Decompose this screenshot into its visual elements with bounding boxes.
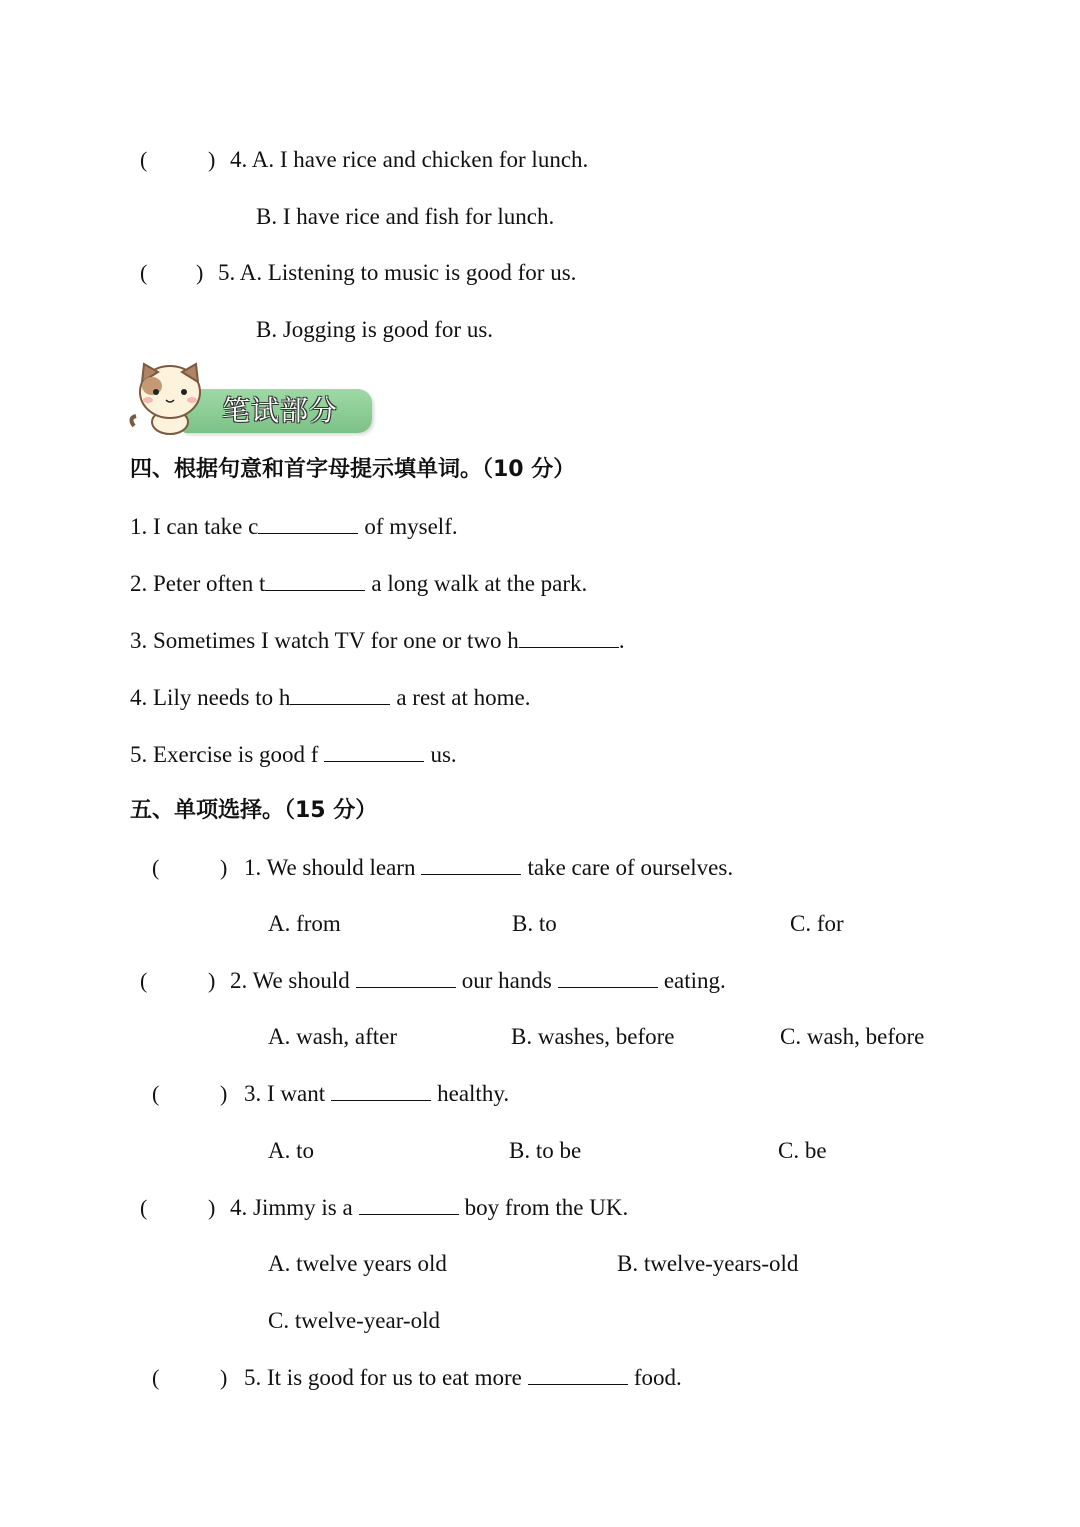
question-text: eating. (663, 968, 726, 993)
choice-q4-option-a[interactable]: A. twelve years old (268, 1251, 447, 1276)
answer-paren-open: ( (152, 855, 160, 880)
answer-blank[interactable] (359, 1194, 459, 1215)
fill-item-text: a rest at home. (396, 685, 531, 710)
choice-q3 (244, 1079, 509, 1109)
question-text: food. (633, 1365, 682, 1390)
answer-blank[interactable] (421, 854, 521, 875)
choice-q4-option-b[interactable]: B. twelve-years-old (617, 1251, 799, 1276)
choice-q1 (244, 853, 733, 883)
choice-q2-option-b[interactable]: B. washes, before (511, 1024, 675, 1049)
choice-q1-option-b[interactable]: B. to (512, 911, 557, 936)
fill-item-2 (130, 569, 587, 599)
choice-q1-option-a[interactable]: A. from (268, 911, 341, 936)
answer-blank[interactable] (528, 1364, 628, 1385)
choice-q4 (230, 1193, 628, 1223)
question-text: 1. We should learn (244, 855, 416, 880)
listening-q4-option-a: 4. A. I have rice and chicken for lunch. (230, 147, 589, 172)
fill-item-text: a long walk at the park. (371, 571, 588, 596)
answer-paren-close: ) (208, 147, 216, 172)
answer-paren-open: ( (140, 1195, 148, 1220)
question-text: our hands (461, 968, 552, 993)
answer-blank[interactable] (558, 967, 658, 988)
listening-q5-option-b: B. Jogging is good for us. (256, 317, 494, 342)
fill-item-text: 4. Lily needs to h (130, 685, 291, 710)
fill-item-1 (130, 512, 458, 542)
question-text: healthy. (437, 1081, 510, 1106)
listening-q5-option-a: 5. A. Listening to music is good for us. (218, 260, 577, 285)
answer-blank[interactable] (265, 570, 365, 591)
answer-paren-close: ) (196, 260, 204, 285)
section5-title: 五、单项选择。（15 分） (130, 798, 378, 823)
question-text: boy from the UK. (464, 1195, 629, 1220)
fill-item-text: 5. Exercise is good f (130, 742, 319, 767)
choice-q2 (230, 966, 726, 996)
fill-item-text: us. (430, 742, 457, 767)
choice-q1-option-c[interactable]: C. for (790, 911, 844, 936)
answer-paren-open: ( (140, 968, 148, 993)
answer-paren-close: ) (220, 1365, 228, 1390)
choice-q5 (244, 1363, 682, 1393)
answer-paren-close: ) (208, 1195, 216, 1220)
fill-item-text: 1. I can take c (130, 514, 259, 539)
listening-q4-option-b: B. I have rice and fish for lunch. (256, 204, 555, 229)
answer-paren-open: ( (140, 260, 148, 285)
choice-q3-option-b[interactable]: B. to be (509, 1138, 582, 1163)
fill-item-4 (130, 683, 530, 713)
question-text: take care of ourselves. (527, 855, 734, 880)
answer-paren-close: ) (208, 968, 216, 993)
answer-paren-open: ( (140, 147, 148, 172)
fill-item-text: of myself. (364, 514, 458, 539)
answer-paren-open: ( (152, 1081, 160, 1106)
choice-q2-option-c[interactable]: C. wash, before (780, 1024, 925, 1049)
answer-paren-close: ) (220, 855, 228, 880)
answer-blank[interactable] (324, 741, 424, 762)
question-text: 5. It is good for us to eat more (244, 1365, 522, 1390)
question-text: 3. I want (244, 1081, 326, 1106)
banner-title: 笔试部分 (222, 394, 339, 427)
fill-item-3 (130, 626, 625, 656)
section4-title: 四、根据句意和首字母提示填单词。（10 分） (130, 457, 576, 482)
answer-blank[interactable] (519, 627, 619, 648)
answer-blank[interactable] (331, 1080, 431, 1101)
answer-paren-open: ( (152, 1365, 160, 1390)
cat-mascot-icon (126, 360, 216, 436)
fill-item-text: 3. Sometimes I watch TV for one or two h (130, 628, 519, 653)
answer-blank[interactable] (258, 513, 358, 534)
fill-item-5 (130, 740, 457, 770)
fill-item-text: . (618, 628, 625, 653)
question-text: 2. We should (230, 968, 350, 993)
choice-q3-option-a[interactable]: A. to (268, 1138, 314, 1163)
choice-q4-option-c[interactable]: C. twelve-year-old (268, 1308, 440, 1333)
choice-q2-option-a[interactable]: A. wash, after (268, 1024, 398, 1049)
question-text: 4. Jimmy is a (230, 1195, 353, 1220)
fill-item-text: 2. Peter often t (130, 571, 266, 596)
choice-q3-option-c[interactable]: C. be (778, 1138, 827, 1163)
answer-blank[interactable] (356, 967, 456, 988)
answer-paren-close: ) (220, 1081, 228, 1106)
answer-blank[interactable] (290, 684, 390, 705)
